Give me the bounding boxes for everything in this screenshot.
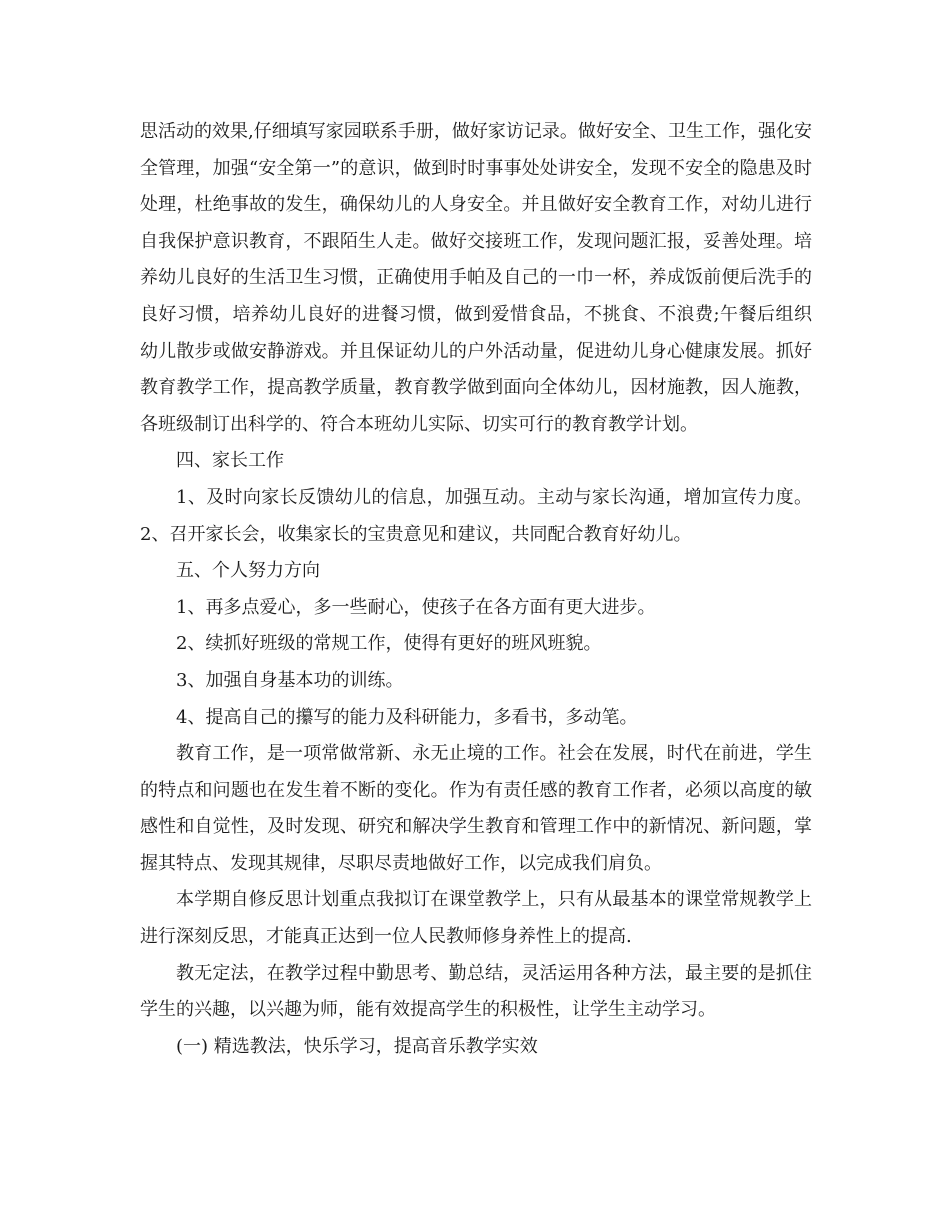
subsection-heading: (一) 精选教法，快乐学习，提高音乐教学实效 <box>176 1035 538 1057</box>
section-heading-parents: 四、家长工作 <box>176 450 284 472</box>
body-paragraph: 思活动的效果,仔细填写家园联系手册，做好家访记录。做好安全、卫生工作，强化安全管理，加强“安全第一”的意识，做到时时事事处处讲安全，发现不安全的隐患及时处理，杜绝事故的发生，确保幼儿的人身安全。并且做好安全教育工作，对幼儿进行自我保护意识教育，不跟陌生人走。做好交接班工作，发现问题汇报，妥善处理。培养幼儿良好的生活卫生习惯，正确使用手帕及自己的一巾一杯，养成饭前便后洗手的良好习惯，培养幼儿良好的进餐习惯，做到爱惜食品，不挑食、不浪费;午餐后组织幼儿散步或做安静游戏。并且保证幼儿的户外活动量，促进幼儿身心健康发展。抓好教育教学工作，提高教学质量，教育教学做到面向全体幼儿，因材施教，因人施教，各班级制订出科学的、符合本班幼儿实际、切实可行的教育教学计划。 <box>140 121 812 435</box>
body-paragraph: 教育工作，是一项常做常新、永无止境的工作。社会在发展，时代在前进，学生的特点和问题也在发生着不断的变化。作为有责任感的教育工作者，必须以高度的敏感性和自觉性，及时发现、研究和解决学生教育和管理工作中的新情况、新问题，掌握其特点、发现其规律，尽职尽责地做好工作，以完成我们肩负。 <box>140 743 812 874</box>
section-heading-personal: 五、个人努力方向 <box>176 560 320 582</box>
document-body <box>140 114 812 1065</box>
list-item: 2、续抓好班级的常规工作，使得有更好的班风班貌。 <box>176 633 602 655</box>
body-paragraph: 1、及时向家长反馈幼儿的信息，加强互动。主动与家长沟通，增加宣传力度。 2、召开家长会，收集家长的宝贵意见和建议，共同配合教育好幼儿。 <box>140 486 812 545</box>
body-paragraph: 教无定法，在教学过程中勤思考、勤总结，灵活运用各种方法，最主要的是抓住学生的兴趣，以兴趣为师，能有效提高学生的积极性，让学生主动学习。 <box>140 962 812 1021</box>
list-item: 3、加强自身基本功的训练。 <box>176 669 404 691</box>
body-paragraph: 本学期自修反思计划重点我拟订在课堂教学上，只有从最基本的课堂常规教学上进行深刻反思，才能真正达到一位人民教师修身养性上的提高. <box>140 889 812 948</box>
list-item: 1、再多点爱心，多一些耐心，使孩子在各方面有更大进步。 <box>176 596 656 618</box>
list-item: 4、提高自己的攥写的能力及科研能力，多看书，多动笔。 <box>176 706 638 728</box>
